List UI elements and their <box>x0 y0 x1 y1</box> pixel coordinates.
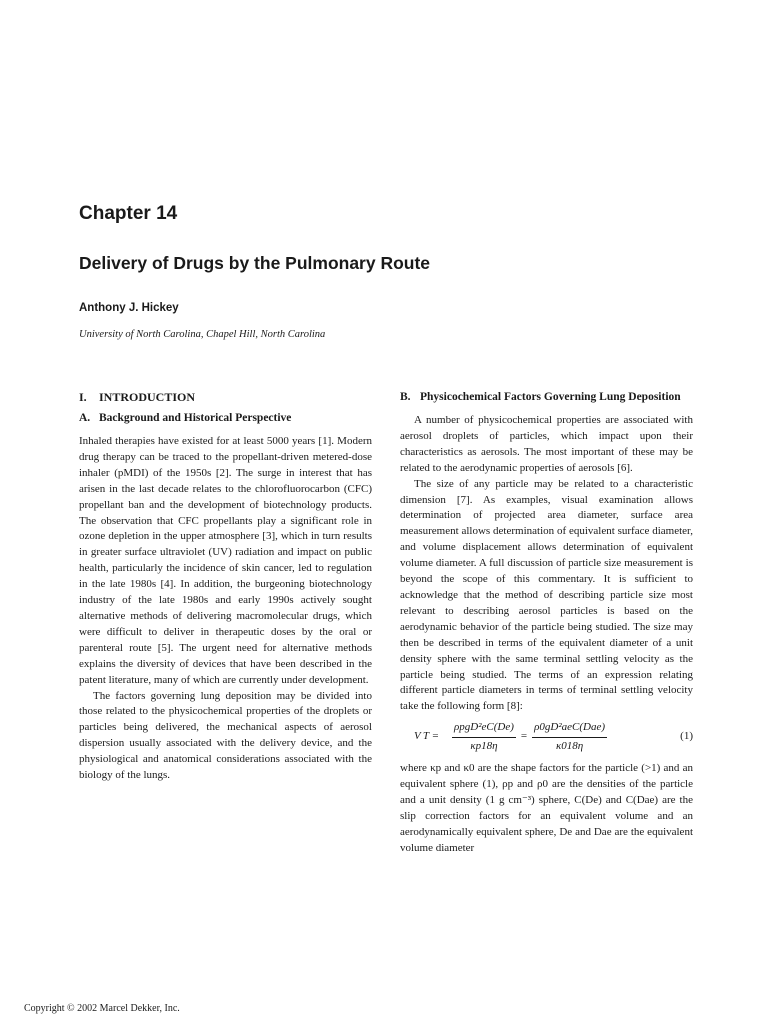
section-number: I. <box>79 390 87 404</box>
subsection-number: A. <box>79 412 91 424</box>
paragraph: The factors governing lung deposition may be divided into those related to the physicochemical properties of the droplets or particles being delivered, the mechanical aspects of aerosol dispersion usually associated with the delivery device, and the physiological and anatomical considerations associated with the biology of the lungs. <box>79 689 372 782</box>
author-affiliation: University of North Carolina, Chapel Hill, North Carolina <box>79 329 326 340</box>
fraction-numerator: ρ0gD²aeC(Dae) <box>532 720 607 738</box>
equation-number: (1) <box>680 730 693 743</box>
equation-fraction-2 <box>532 720 607 755</box>
equation-equals: = <box>520 730 528 743</box>
paragraph: Inhaled therapies have existed for at least 5000 years [1]. Modern drug therapy can be traced to the propellant-driven metered-dose inhaler (pMDI) of the 1950s [2]. The surge in interest that has arisen in the last decade relates to the chlorofluorocarbon (CFC) propellant ban and the development of biotechnology products. The observation that CFC propellants play a significant role in ozone depletion in the upper atmosphere [3], which in turn results in greater surface ultraviolet (UV) radiation and impact on public health, particularly the incidence of skin cancer, led to regulation in the late 1980s [4]. In addition, the burgeoning biotechnology industry of the late 1980s and early 1990s actively sought alternative methods of delivering macromolecular drugs, which were difficult to deliver in therapeutic doses by the oral or parenteral route [5]. The urgent need for alternative methods explains the diversity of devices that have been described in the patent literature, many of which are currently under development. <box>79 435 372 686</box>
paragraph: A number of physicochemical properties are associated with aerosol droplets of particles, which impact upon their characteristics as aerosols. The most important of these may be related to the aerodynamic properties of aerosols [6]. <box>400 414 693 474</box>
section-title: INTRODUCTION <box>99 390 196 404</box>
paragraph: The size of any particle may be related to a characteristic dimension [7]. As examples, visual examination allows determination of projected area diameter, surface area measurement allows determination of equivalent surface diameter, and volume displacement allows determination of equivalent volume diameter. A full discussion of particle size measurement is beyond the scope of this commentary. It is sufficient to acknowledge that the method of describing particle size most relevant to describing aerosol particles is based on the aerodynamic behavior of the particle being studied. The size may then be described in terms of the equivalent diameter of a unit density sphere with the same terminal settling velocity as the particle being studied. The terms of an expression relating different particle diameters in terms of terminal settling velocity take the following form [8]: <box>400 477 693 713</box>
subsection-title: Physicochemical Factors Governing Lung Deposition <box>420 391 681 403</box>
chapter-label: Chapter 14 <box>79 203 178 224</box>
author-name: Anthony J. Hickey <box>79 302 179 314</box>
copyright-footer: Copyright © 2002 Marcel Dekker, Inc. <box>24 1003 180 1014</box>
subsection-number: B. <box>400 391 411 403</box>
equation-body <box>450 720 663 755</box>
paragraph: where κp and κ0 are the shape factors for the particle (>1) and an equivalent sphere (1), ρp and ρ0 are the densities of the particle and a unit density (1 g cm⁻³) sphere, C(De) and C(Dae) are the slip correction factors for an equivalent volume and an aerodynamically equivalent sphere, De and Dae are the equivalent volume diameter <box>400 762 693 854</box>
fraction-numerator: ρpgD²eC(De) <box>452 720 516 738</box>
chapter-title: Delivery of Drugs by the Pulmonary Route <box>79 253 431 273</box>
right-column <box>400 389 693 857</box>
equation-1 <box>400 717 693 757</box>
subsection-heading-background <box>79 410 372 426</box>
equation-lhs: V T = <box>414 730 440 743</box>
equation-fraction-1 <box>452 720 516 755</box>
fraction-denominator: κ018η <box>555 739 584 752</box>
fraction-denominator: κp18η <box>470 739 498 752</box>
subsection-title: Background and Historical Perspective <box>99 412 292 424</box>
subsection-heading-physicochemical <box>400 389 693 406</box>
left-column <box>79 389 372 784</box>
section-heading-introduction <box>79 389 372 405</box>
